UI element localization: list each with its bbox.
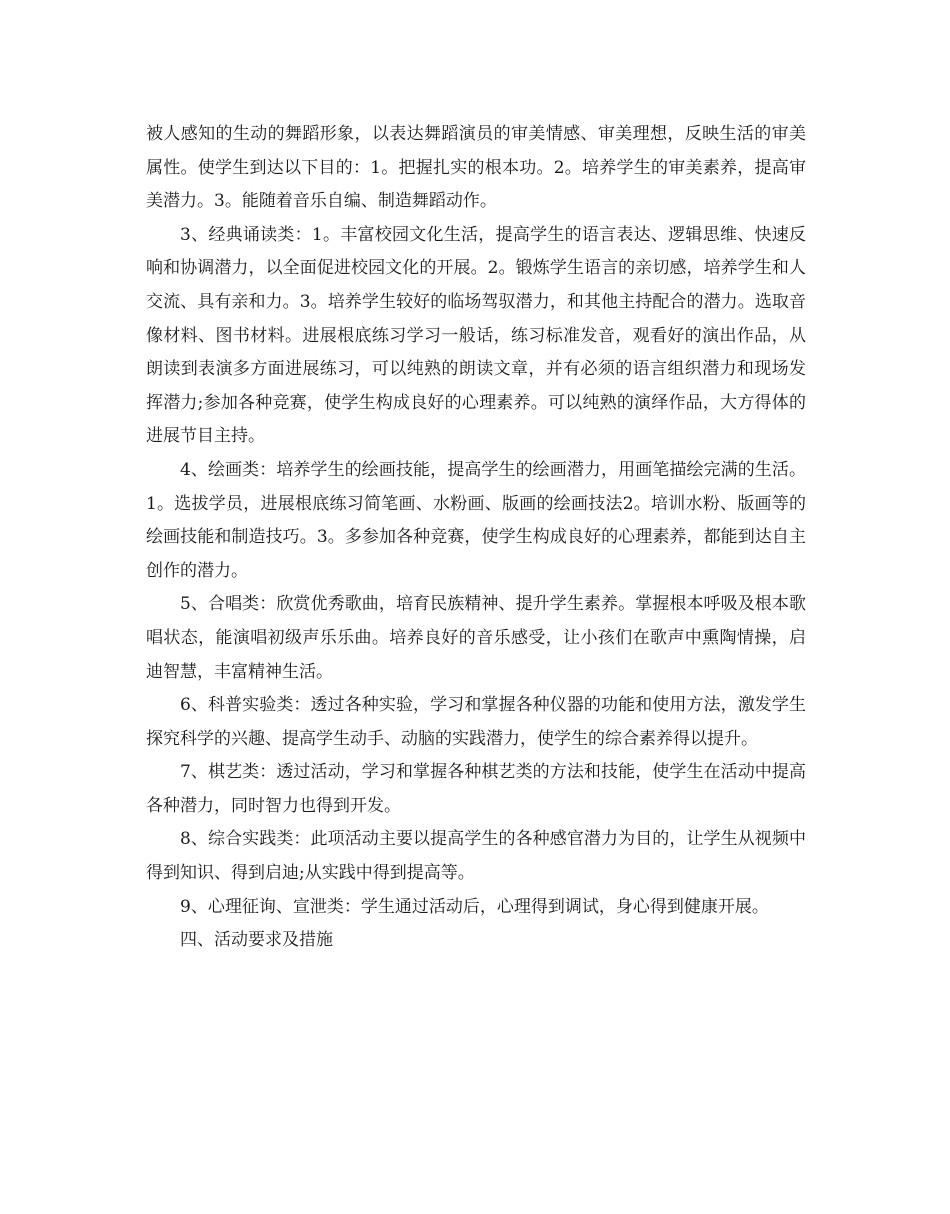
- paragraph-dance-continued: 被人感知的生动的舞蹈形象，以表达舞蹈演员的审美情感、审美理想，反映生活的审美属性。使学生到达以下目的：1。把握扎实的根本功。2。培养学生的审美素养，提高审美潜力。3。能随着音乐自编、制造舞蹈动作。: [146, 124, 806, 212]
- paragraph-science-experiment: 6、科普实验类：透过各种实验，学习和掌握各种仪器的功能和使用方法，激发学生探究科学的兴趣、提高学生动手、动脑的实践潜力，使学生的综合素养得以提升。: [146, 695, 806, 749]
- paragraph-chess: 7、棋艺类：透过活动，学习和掌握各种棋艺类的方法和技能，使学生在活动中提高各种潜力，同时智力也得到开发。: [146, 762, 806, 816]
- paragraph-psychology: 9、心理征询、宣泄类：学生通过活动后，心理得到调试，身心得到健康开展。: [180, 896, 769, 917]
- section-heading-requirements: 四、活动要求及措施: [180, 930, 333, 951]
- paragraph-classic-reading: 3、经典诵读类：1。丰富校园文化生活，提高学生的语言表达、逻辑思维、快速反响和协调潜力，以全面促进校园文化的开展。2。锻炼学生语言的亲切感，培养学生和人交流、具有亲和力。3。培养学生较好的临场驾驭潜力，和其他主持配合的潜力。选取音像材料、图书材料。进展根底练习学习一般话，练习标准发音，观看好的演出作品，从朗读到表演多方面进展练习，可以纯熟的朗读文章，并有必须的语言组织潜力和现场发挥潜力;参加各种竞赛，使学生构成良好的心理素养。可以纯熟的演绎作品，大方得体的进展节目主持。: [146, 224, 806, 447]
- paragraph-practice: 8、综合实践类：此项活动主要以提高学生的各种感官潜力为目的，让学生从视频中得到知识、得到启迪;从实践中得到提高等。: [146, 829, 806, 884]
- document-page: [146, 118, 806, 958]
- paragraph-chorus: 5、合唱类：欣赏优秀歌曲，培育民族精神、提升学生素养。掌握根本呼吸及根本歌唱状态，能演唱初级声乐乐曲。培养良好的音乐感受，让小孩们在歌声中熏陶情操，启迪智慧，丰富精神生活。: [146, 594, 806, 682]
- paragraph-painting: 4、绘画类：培养学生的绘画技能，提高学生的绘画潜力，用画笔描绘完满的生活。1。选拔学员，进展根底练习简笔画、水粉画、版画的绘画技法2。培训水粉、版画等的绘画技能和制造技巧。3。多参加各种竞赛，使学生构成良好的心理素养，都能到达自主创作的潜力。: [146, 459, 806, 581]
